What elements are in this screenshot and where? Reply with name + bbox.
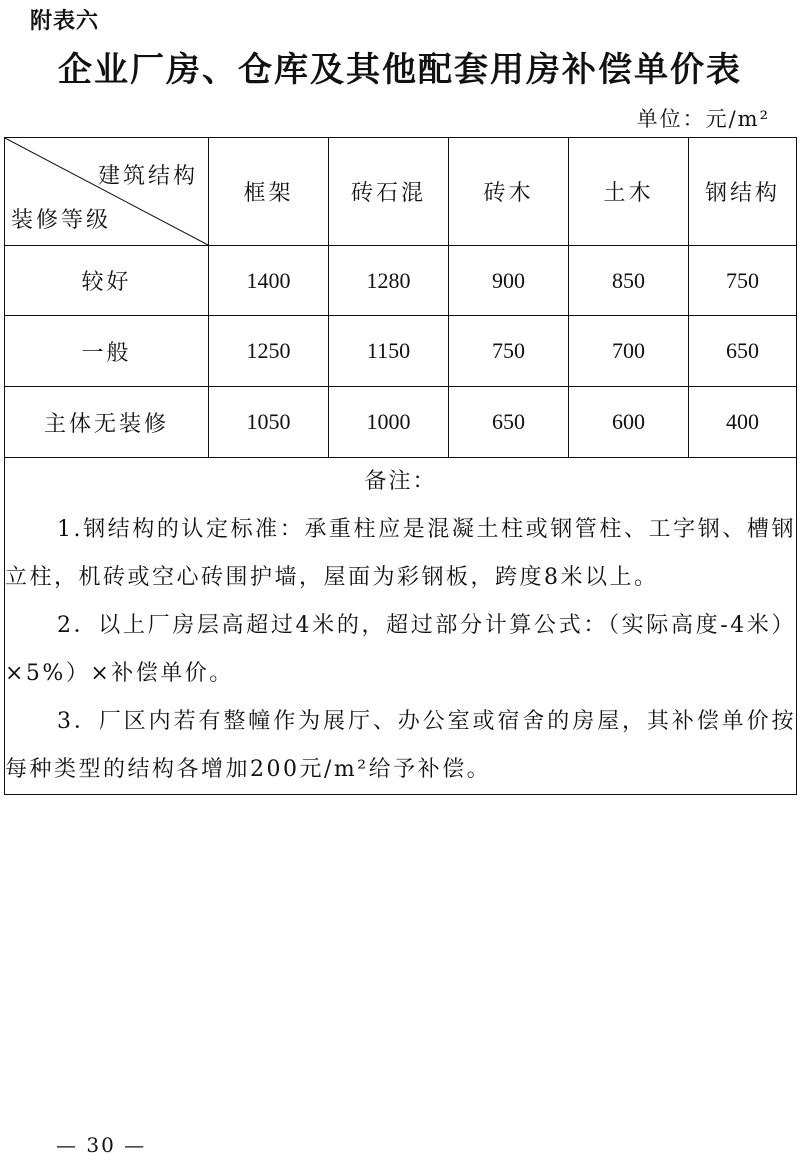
column-header-brick-wood: 砖木 [449,138,569,246]
row-label: 主体无装修 [5,387,209,458]
corner-header-cell [5,138,209,246]
price-cell: 1050 [209,387,329,458]
appendix-label: 附表六 [30,9,100,34]
notes-cell [5,458,797,795]
corner-decoration-label: 装修等级 [11,208,112,233]
price-cell: 1000 [329,387,449,458]
price-cell: 1250 [209,316,329,387]
notes-label: 备注： [364,469,437,494]
note-item: 2．以上厂房层高超过4米的，超过部分计算公式：（实际高度-4米）×5%）×补偿单价。 [5,613,796,686]
price-cell: 900 [449,246,569,316]
price-cell: 650 [449,387,569,458]
note-item: 3．厂区内若有整幢作为展厅、办公室或宿舍的房屋，其补偿单价按每种类型的结构各增加200元/m²给予补偿。 [5,709,796,782]
table-row [5,387,797,458]
column-header-earth-wood: 土木 [569,138,689,246]
price-cell: 400 [689,387,797,458]
price-cell: 700 [569,316,689,387]
column-header-steel: 钢结构 [689,138,797,246]
table-row [5,246,797,316]
price-cell: 600 [569,387,689,458]
note-item: 1.钢结构的认定标准：承重柱应是混凝土柱或钢管柱、工字钢、槽钢立柱，机砖或空心砖围护墙，屋面为彩钢板，跨度8米以上。 [5,517,796,590]
unit-label: 单位：元/m² [636,107,770,131]
price-cell: 1150 [329,316,449,387]
page-number: — 30 — [56,1133,147,1157]
price-cell: 1400 [209,246,329,316]
price-cell: 650 [689,316,797,387]
column-header-frame: 框架 [209,138,329,246]
compensation-price-table [4,137,797,795]
price-cell: 750 [689,246,797,316]
row-label: 一般 [5,316,209,387]
price-cell: 1280 [329,246,449,316]
page-title: 企业厂房、仓库及其他配套用房补偿单价表 [58,50,742,90]
corner-structure-label: 建筑结构 [97,164,198,189]
row-label: 较好 [5,246,209,316]
price-cell: 750 [449,316,569,387]
column-header-brick-stone-mixed: 砖石混 [329,138,449,246]
notes-row [5,458,797,795]
price-cell: 850 [569,246,689,316]
header-row [5,138,797,246]
table-row [5,316,797,387]
